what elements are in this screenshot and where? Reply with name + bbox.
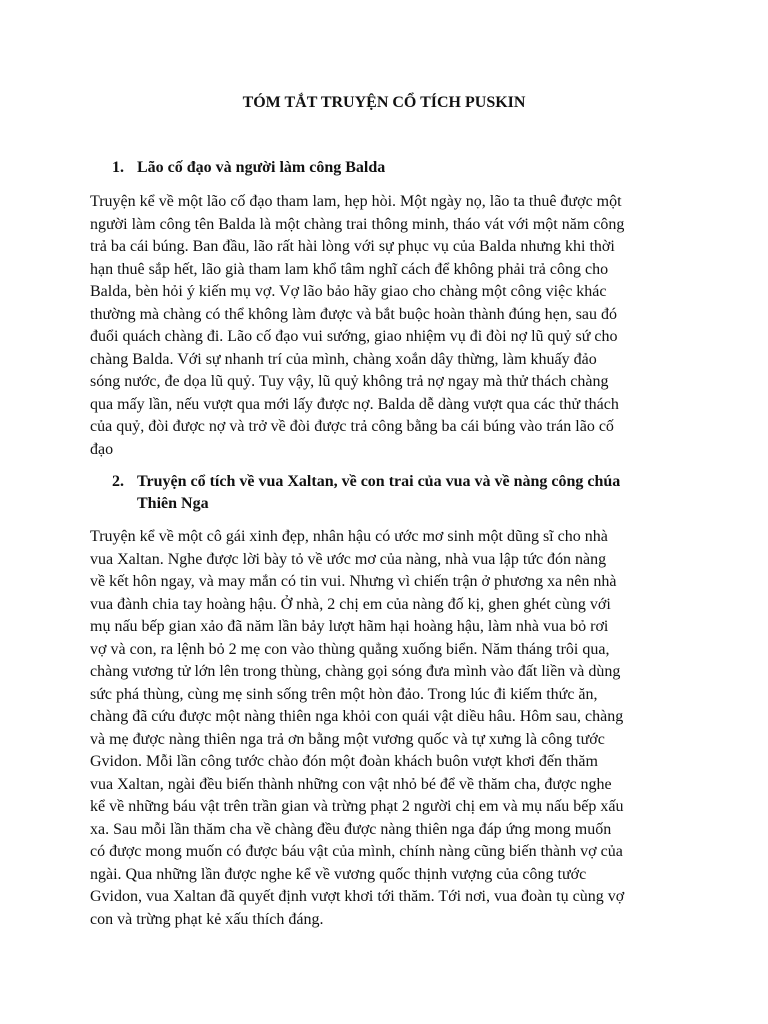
paragraph-line: ngài. Qua những lần được nghe kể về vương quốc thịnh vượng của công tước — [90, 865, 587, 883]
paragraph-line: hạn thuê sắp hết, lão già tham lam khổ tâm nghĩ cách để không phải trả công cho — [90, 260, 609, 278]
paragraph-line: kể về những báu vật trên trần gian và trừng phạt 2 người chị em và mụ nấu bếp xấu — [90, 798, 624, 815]
paragraph-line: người làm công tên Balda là một chàng trai thông minh, tháo vát với một năm công — [90, 215, 625, 233]
section-2-paragraph — [90, 526, 690, 931]
section-1-title: Lão cố đạo và người làm công Balda — [137, 159, 386, 176]
paragraph-line: đuổi quách chàng đi. Lão cố đạo vui sướng, giao nhiệm vụ đi đòi nợ lũ quỷ sứ cho — [90, 328, 618, 345]
paragraph-line: vợ và con, ra lệnh bỏ 2 mẹ con vào thùng quẳng xuống biển. Năm tháng trôi qua, — [90, 640, 610, 658]
paragraph-line: vua Xaltan, ngài đều biến thành những con vật nhỏ bé để về thăm cha, được nghe — [90, 775, 612, 793]
paragraph-line: vua đành chia tay hoàng hậu. Ở nhà, 2 chị em của nàng đố kị, ghen ghét cùng với — [90, 595, 611, 613]
paragraph-line: vua Xaltan. Nghe được lời bày tỏ về ước mơ của nàng, nhà vua lập tức đón nàng — [90, 550, 607, 568]
section-2-title-line: Thiên Nga — [137, 495, 209, 512]
paragraph-line: Truyện kể về một lão cố đạo tham lam, hẹp hòi. Một ngày nọ, lão ta thuê được một — [90, 193, 622, 210]
paragraph-line: sức phá thùng, cùng mẹ sinh sống trên một hòn đảo. Trong lúc đi kiếm thức ăn, — [90, 685, 598, 703]
paragraph-line: sóng nước, đe dọa lũ quỷ. Tuy vậy, lũ quỷ không trả nợ ngay mà thử thách chàng — [90, 373, 609, 390]
paragraph-line: có được mong muốn có được báu vật của mình, chính nàng cũng biến thành vợ của — [90, 843, 623, 860]
section-1-heading — [112, 157, 692, 179]
paragraph-line: chàng đã cứu được một nàng thiên nga khỏi con quái vật diều hâu. Hôm sau, chàng — [90, 708, 624, 725]
paragraph-line: Truyện kể về một cô gái xinh đẹp, nhân hậu có ước mơ sinh một dũng sĩ cho nhà — [90, 528, 608, 545]
section-1-paragraph — [90, 191, 690, 461]
paragraph-line: Gvidon. Mỗi lần công tước chào đón một đoàn khách buôn vượt khơi đến thăm — [90, 753, 598, 770]
document-title: TÓM TẮT TRUYỆN CỔ TÍCH PUSKIN — [242, 94, 526, 111]
paragraph-line: chàng Balda. Với sự nhanh trí của mình, chàng xoắn dây thừng, làm khuấy đảo — [90, 350, 597, 368]
paragraph-line: về kết hôn ngay, và may mắn có tin vui. Nhưng vì chiến trận ở phương xa nên nhà — [90, 573, 617, 590]
section-2-heading — [112, 471, 692, 515]
paragraph-line: Balda, bèn hỏi ý kiến mụ vợ. Vợ lão bảo hãy giao cho chàng một công việc khác — [90, 283, 607, 300]
section-2-number: 2. — [112, 473, 124, 490]
section-1-number: 1. — [112, 159, 124, 176]
section-2-title-line: Truyện cổ tích về vua Xaltan, về con trai của vua và về nàng công chúa — [137, 473, 621, 490]
paragraph-line: đạo — [90, 440, 114, 458]
paragraph-line: mụ nấu bếp gian xảo đã năm lần bảy lượt hãm hại hoàng hậu, làm nhà vua bỏ rơi — [90, 618, 609, 635]
paragraph-line: thường mà chàng có thể không làm được và bắt buộc hoàn thành đúng hẹn, sau đó — [90, 305, 618, 323]
paragraph-line: qua mấy lần, nếu vượt qua mới lấy được nợ. Balda dễ dàng vượt qua các thử thách — [90, 395, 619, 413]
paragraph-line: trả ba cái búng. Ban đầu, lão rất hài lòng với sự phục vụ của Balda nhưng khi thời — [90, 238, 615, 255]
paragraph-line: Gvidon, vua Xaltan đã quyết định vượt khơi tới thăm. Tới nơi, vua đoàn tụ cùng vợ — [90, 888, 625, 905]
paragraph-line: và mẹ được nàng thiên nga trả ơn bằng một vương quốc và tự xưng là công tước — [90, 730, 605, 748]
paragraph-line: của quỷ, đòi được nợ và trở về đòi được trả công bằng ba cái búng vào trán lão cố — [90, 418, 614, 435]
paragraph-line: chàng vương tử lớn lên trong thùng, chàng gọi sóng đưa mình vào đất liền và dùng — [90, 663, 621, 680]
paragraph-line: xa. Sau mỗi lần thăm cha về chàng đều được nàng thiên nga đáp ứng mong muốn — [90, 820, 612, 838]
paragraph-line: con và trừng phạt kẻ xấu thích đáng. — [90, 910, 324, 928]
